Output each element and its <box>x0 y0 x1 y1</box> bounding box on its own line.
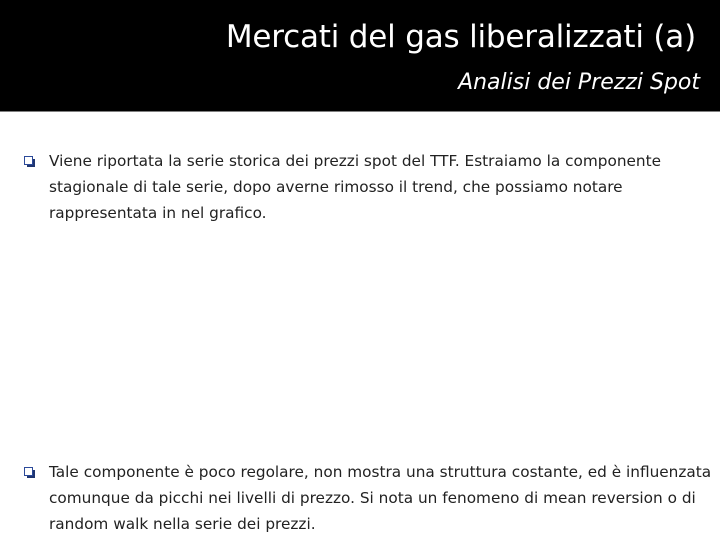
checkbox-bullet-icon <box>24 463 35 474</box>
title-bar <box>0 0 720 111</box>
bullet-text: Tale componente è poco regolare, non mostra una struttura costante, ed è influenzata comunque da picchi nei livelli di prezzo. Si nota un fenomeno di mean reversion o di random walk nella serie dei prezzi. <box>49 463 712 533</box>
slide-title: Mercati del gas liberalizzati (a) <box>225 19 696 55</box>
bullet-text: Viene riportata la serie storica dei prezzi spot del TTF. Estraiamo la componente stagionale di tale serie, dopo averne rimosso il trend, che possiamo notare rappresentata in nel grafico. <box>49 152 662 222</box>
slide-subtitle: Analisi dei Prezzi Spot <box>458 70 700 95</box>
title-divider <box>0 111 720 112</box>
checkbox-bullet-icon <box>24 152 35 163</box>
